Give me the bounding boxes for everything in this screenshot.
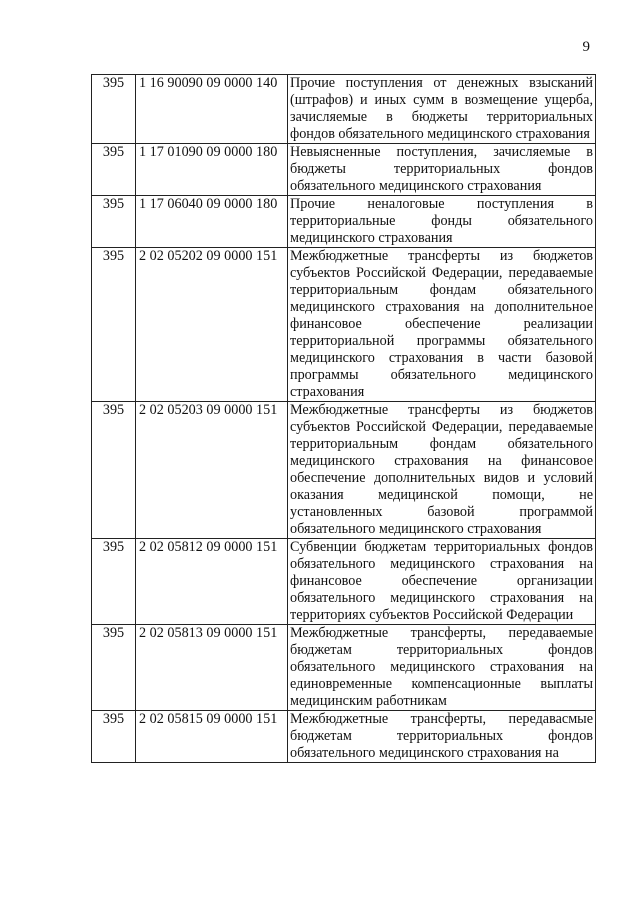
table-row: [92, 196, 596, 248]
page-number: 9: [582, 39, 590, 55]
budget-code-cell: 1 16 90090 09 0000 140: [136, 75, 288, 144]
description-cell: Прочие неналоговые поступления в территориальные фонды обязательного медицинского страхования: [288, 196, 596, 248]
description-cell: Невыясненные поступления, зачисляемые в бюджеты территориальных фондов обязательного медицинского страхования: [288, 144, 596, 196]
budget-code-cell: 1 17 01090 09 0000 180: [136, 144, 288, 196]
admin-code-cell: 395: [92, 144, 136, 196]
description-cell: Межбюджетные трансферты, передаваемые бюджетам территориальных фондов обязательного медицинского страхования на единовременные компенсационные выплаты медицинским работникам: [288, 625, 596, 711]
admin-code-cell: 395: [92, 539, 136, 625]
admin-code-cell: 395: [92, 248, 136, 402]
budget-code-cell: 2 02 05203 09 0000 151: [136, 402, 288, 539]
admin-code-cell: 395: [92, 625, 136, 711]
table-row: [92, 402, 596, 539]
admin-code-cell: 395: [92, 75, 136, 144]
budget-code-cell: 2 02 05813 09 0000 151: [136, 625, 288, 711]
table-row: [92, 144, 596, 196]
admin-code-cell: 395: [92, 402, 136, 539]
description-cell: Межбюджетные трансферты, передавасмые бюджетам территориальных фондов обязательного медицинского страхования на: [288, 711, 596, 763]
budget-code-cell: 2 02 05202 09 0000 151: [136, 248, 288, 402]
table-row: [92, 625, 596, 711]
budget-code-cell: 2 02 05812 09 0000 151: [136, 539, 288, 625]
budget-code-cell: 2 02 05815 09 0000 151: [136, 711, 288, 763]
table-row: [92, 711, 596, 763]
budget-codes-table: [91, 74, 596, 763]
budget-code-cell: 1 17 06040 09 0000 180: [136, 196, 288, 248]
admin-code-cell: 395: [92, 196, 136, 248]
admin-code-cell: 395: [92, 711, 136, 763]
table-row: [92, 75, 596, 144]
description-cell: Субвенции бюджетам территориальных фондов обязательного медицинского страхования на финансовое обеспечение организации обязательного медицинского страхования на территориях субъектов Российской Федерации: [288, 539, 596, 625]
description-cell: Прочие поступления от денежных взысканий (штрафов) и иных сумм в возмещение ущерба, зачисляемые в бюджеты территориальных фондов обязательного медицинского страхования: [288, 75, 596, 144]
table-row: [92, 539, 596, 625]
description-cell: Межбюджетные трансферты из бюджетов субъектов Российской Федерации, передаваемые территориальным фондам обязательного медицинского страхования на дополнительное финансовое обеспечение реализации территориальной программы обязательного медицинского страхования в части базовой программы обязательного медицинского страхования: [288, 248, 596, 402]
description-cell: Межбюджетные трансферты из бюджетов субъектов Российской Федерации, передаваемые территориальным фондам обязательного медицинского страхования на финансовое обеспечение дополнительных видов и условий оказания медицинской помощи, не установленных базовой программой обязательного медицинского страхования: [288, 402, 596, 539]
table-row: [92, 248, 596, 402]
